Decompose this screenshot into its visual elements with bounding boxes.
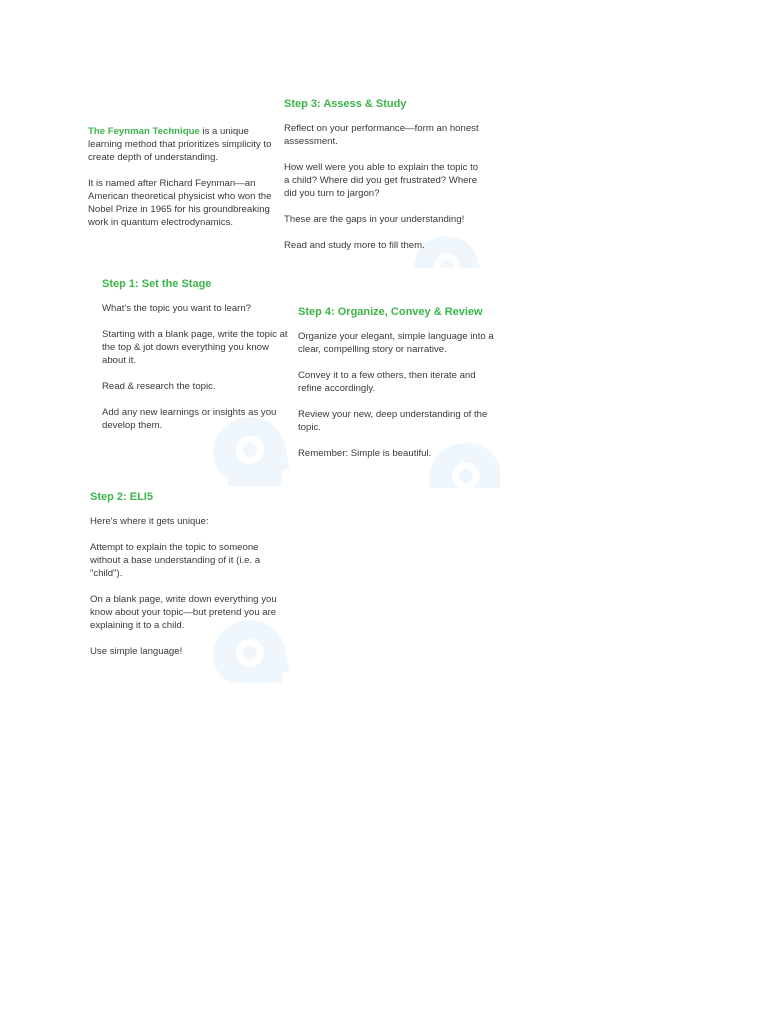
- step1-paragraph: Add any new learnings or insights as you develop them.: [102, 407, 277, 431]
- step2-paragraph: On a blank page, write down everything you know about your topic—but pretend you are explaining it to a child.: [90, 594, 277, 631]
- step4-paragraph: Convey it to a few others, then iterate and refine accordingly.: [298, 370, 476, 394]
- intro-paragraph: [88, 125, 278, 164]
- step1-heading: Step 1: Set the Stage: [102, 278, 212, 290]
- step4-heading: Step 4: Organize, Convey & Review: [298, 306, 483, 318]
- step2-paragraph: Attempt to explain the topic to someone without a base understanding of it (i.e. a "child").: [90, 542, 261, 579]
- step4-paragraph: Review your new, deep understanding of the topic.: [298, 409, 488, 433]
- step4-paragraph: Remember: Simple is beautiful.: [298, 448, 432, 459]
- step4-paragraph: Organize your elegant, simple language into a clear, compelling story or narrative.: [298, 331, 494, 355]
- step1-paragraph: Starting with a blank page, write the topic at the top & jot down everything you know about it.: [102, 329, 288, 366]
- step3-paragraph: How well were you able to explain the topic to a child? Where did you get frustrated? Where did you turn to jargon?: [284, 162, 479, 199]
- step3-paragraph: Read and study more to fill them.: [284, 240, 425, 251]
- intro-text: is a unique learning method that prioritizes simplicity to create depth of understanding.: [88, 126, 272, 163]
- intro-block: [88, 125, 278, 260]
- intro-paragraph-2: It is named after Richard Feynman—an American theoretical physicist who won the Nobel Prize in 1965 for his groundbreaking work in quantum electrodynamics.: [88, 178, 272, 228]
- step1-block: [98, 278, 290, 486]
- step3-paragraph: These are the gaps in your understanding!: [284, 214, 465, 225]
- step2-heading: Step 2: ELI5: [90, 491, 153, 503]
- step3-paragraph: Reflect on your performance—form an honest assessment.: [284, 123, 479, 147]
- step2-paragraph: Use simple language!: [90, 646, 183, 657]
- step3-heading: Step 3: Assess & Study: [284, 98, 407, 110]
- step1-paragraph: What's the topic you want to learn?: [102, 303, 252, 314]
- step2-paragraph: Here's where it gets unique:: [90, 516, 209, 527]
- step2-block: [86, 491, 290, 683]
- step3-block: [280, 98, 484, 268]
- step1-paragraph: Read & research the topic.: [102, 381, 216, 392]
- step4-block: [294, 306, 500, 488]
- intro-title: The Feynman Technique: [88, 126, 200, 137]
